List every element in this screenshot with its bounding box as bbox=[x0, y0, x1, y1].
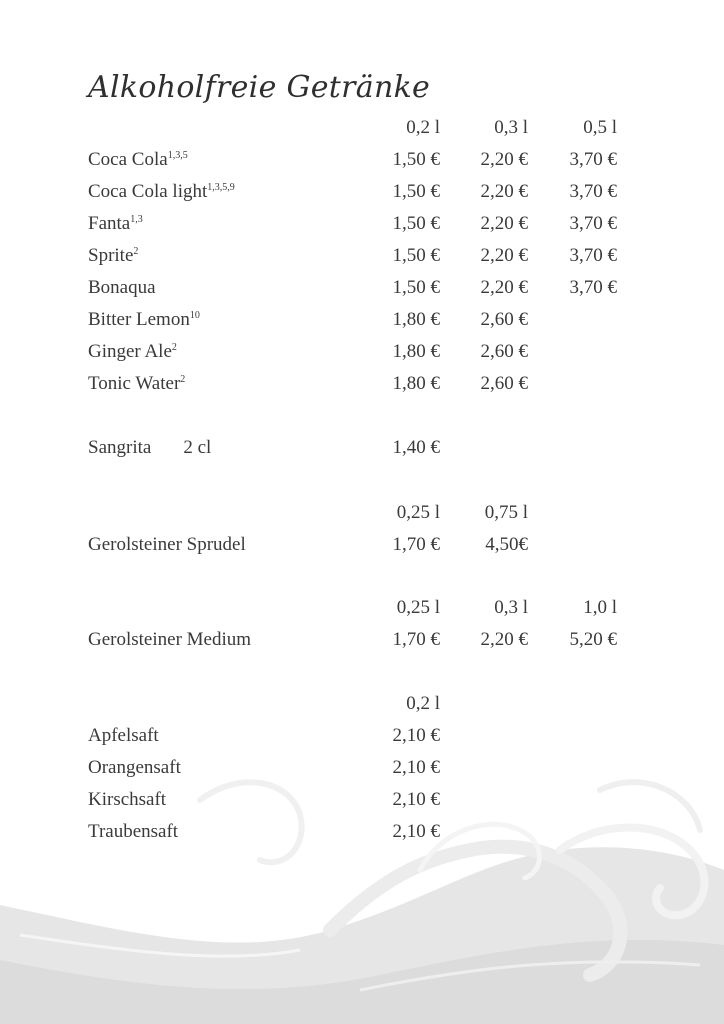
juice-name: Orangensaft bbox=[88, 757, 181, 778]
menu-item-name: Bonaqua bbox=[88, 277, 156, 298]
medium-price: 2,20 € bbox=[480, 629, 528, 650]
menu-item-name: Ginger Ale$^2$ bbox=[88, 341, 177, 362]
juice-name: Apfelsaft bbox=[88, 725, 159, 746]
menu-item-name: Fanta$^{1,3}$ bbox=[88, 213, 143, 234]
juice-price: 2,10 € bbox=[392, 789, 440, 810]
size-header-0-2: 0,2 l bbox=[406, 117, 440, 138]
menu-item-price: 2,60 € bbox=[480, 309, 528, 330]
menu-item-price: 1,50 € bbox=[392, 277, 440, 298]
juice-name: Traubensaft bbox=[88, 821, 179, 842]
menu-item-price: 3,70 € bbox=[569, 149, 617, 170]
sangrita-name: Sangrita 2 cl bbox=[88, 437, 212, 458]
page-title: Alkoholfreie Getränke bbox=[88, 70, 431, 105]
menu-item-price: 3,70 € bbox=[569, 277, 617, 298]
medium-size-header: 0,25 l bbox=[396, 597, 440, 618]
menu-item-price: 2,20 € bbox=[480, 181, 528, 202]
menu-item-price: 2,20 € bbox=[480, 213, 528, 234]
sprudel-name: Gerolsteiner Sprudel bbox=[88, 534, 246, 555]
menu-item-price: 3,70 € bbox=[569, 181, 617, 202]
menu-item-price: 3,70 € bbox=[569, 213, 617, 234]
medium-name: Gerolsteiner Medium bbox=[88, 629, 252, 650]
sprudel-price: 4,50€ bbox=[485, 534, 528, 555]
sprudel-size-header: 0,75 l bbox=[484, 502, 528, 523]
menu-item-name: Sprite$^2$ bbox=[88, 245, 139, 266]
size-header-0-5: 0,5 l bbox=[583, 117, 617, 138]
medium-price: 1,70 € bbox=[392, 629, 440, 650]
sprudel-price: 1,70 € bbox=[392, 534, 440, 555]
menu-item-price: 1,50 € bbox=[392, 149, 440, 170]
menu-item-price: 3,70 € bbox=[569, 245, 617, 266]
menu-item-price: 1,50 € bbox=[392, 245, 440, 266]
medium-size-header: 1,0 l bbox=[583, 597, 617, 618]
juice-name: Kirschsaft bbox=[88, 789, 167, 810]
medium-size-header: 0,3 l bbox=[494, 597, 528, 618]
menu-item-name: Coca Cola light$^{1,3,5,9}$ bbox=[88, 181, 235, 202]
menu-item-price: 1,80 € bbox=[392, 309, 440, 330]
menu-item-name: Bitter Lemon$^{10}$ bbox=[88, 309, 200, 330]
juice-price: 2,10 € bbox=[392, 821, 440, 842]
menu-item-price: 1,80 € bbox=[392, 373, 440, 394]
menu-item-price: 1,80 € bbox=[392, 341, 440, 362]
menu-item-price: 2,20 € bbox=[480, 149, 528, 170]
menu-item-price: 2,20 € bbox=[480, 277, 528, 298]
juice-price: 2,10 € bbox=[392, 757, 440, 778]
juice-size-header: 0,2 l bbox=[406, 693, 440, 714]
juice-price: 2,10 € bbox=[392, 725, 440, 746]
menu-item-name: Tonic Water$^2$ bbox=[88, 373, 186, 394]
menu-item-name: Coca Cola$^{1,3,5}$ bbox=[88, 149, 188, 170]
menu-item-price: 1,50 € bbox=[392, 181, 440, 202]
menu-item-price: 2,60 € bbox=[480, 341, 528, 362]
sprudel-size-header: 0,25 l bbox=[396, 502, 440, 523]
sangrita-price: 1,40 € bbox=[392, 437, 440, 458]
sangrita-volume: 2 cl bbox=[183, 437, 212, 458]
menu-item-price: 2,20 € bbox=[480, 245, 528, 266]
medium-price: 5,20 € bbox=[569, 629, 617, 650]
menu-item-price: 1,50 € bbox=[392, 213, 440, 234]
menu-item-price: 2,60 € bbox=[480, 373, 528, 394]
size-header-0-3: 0,3 l bbox=[494, 117, 528, 138]
